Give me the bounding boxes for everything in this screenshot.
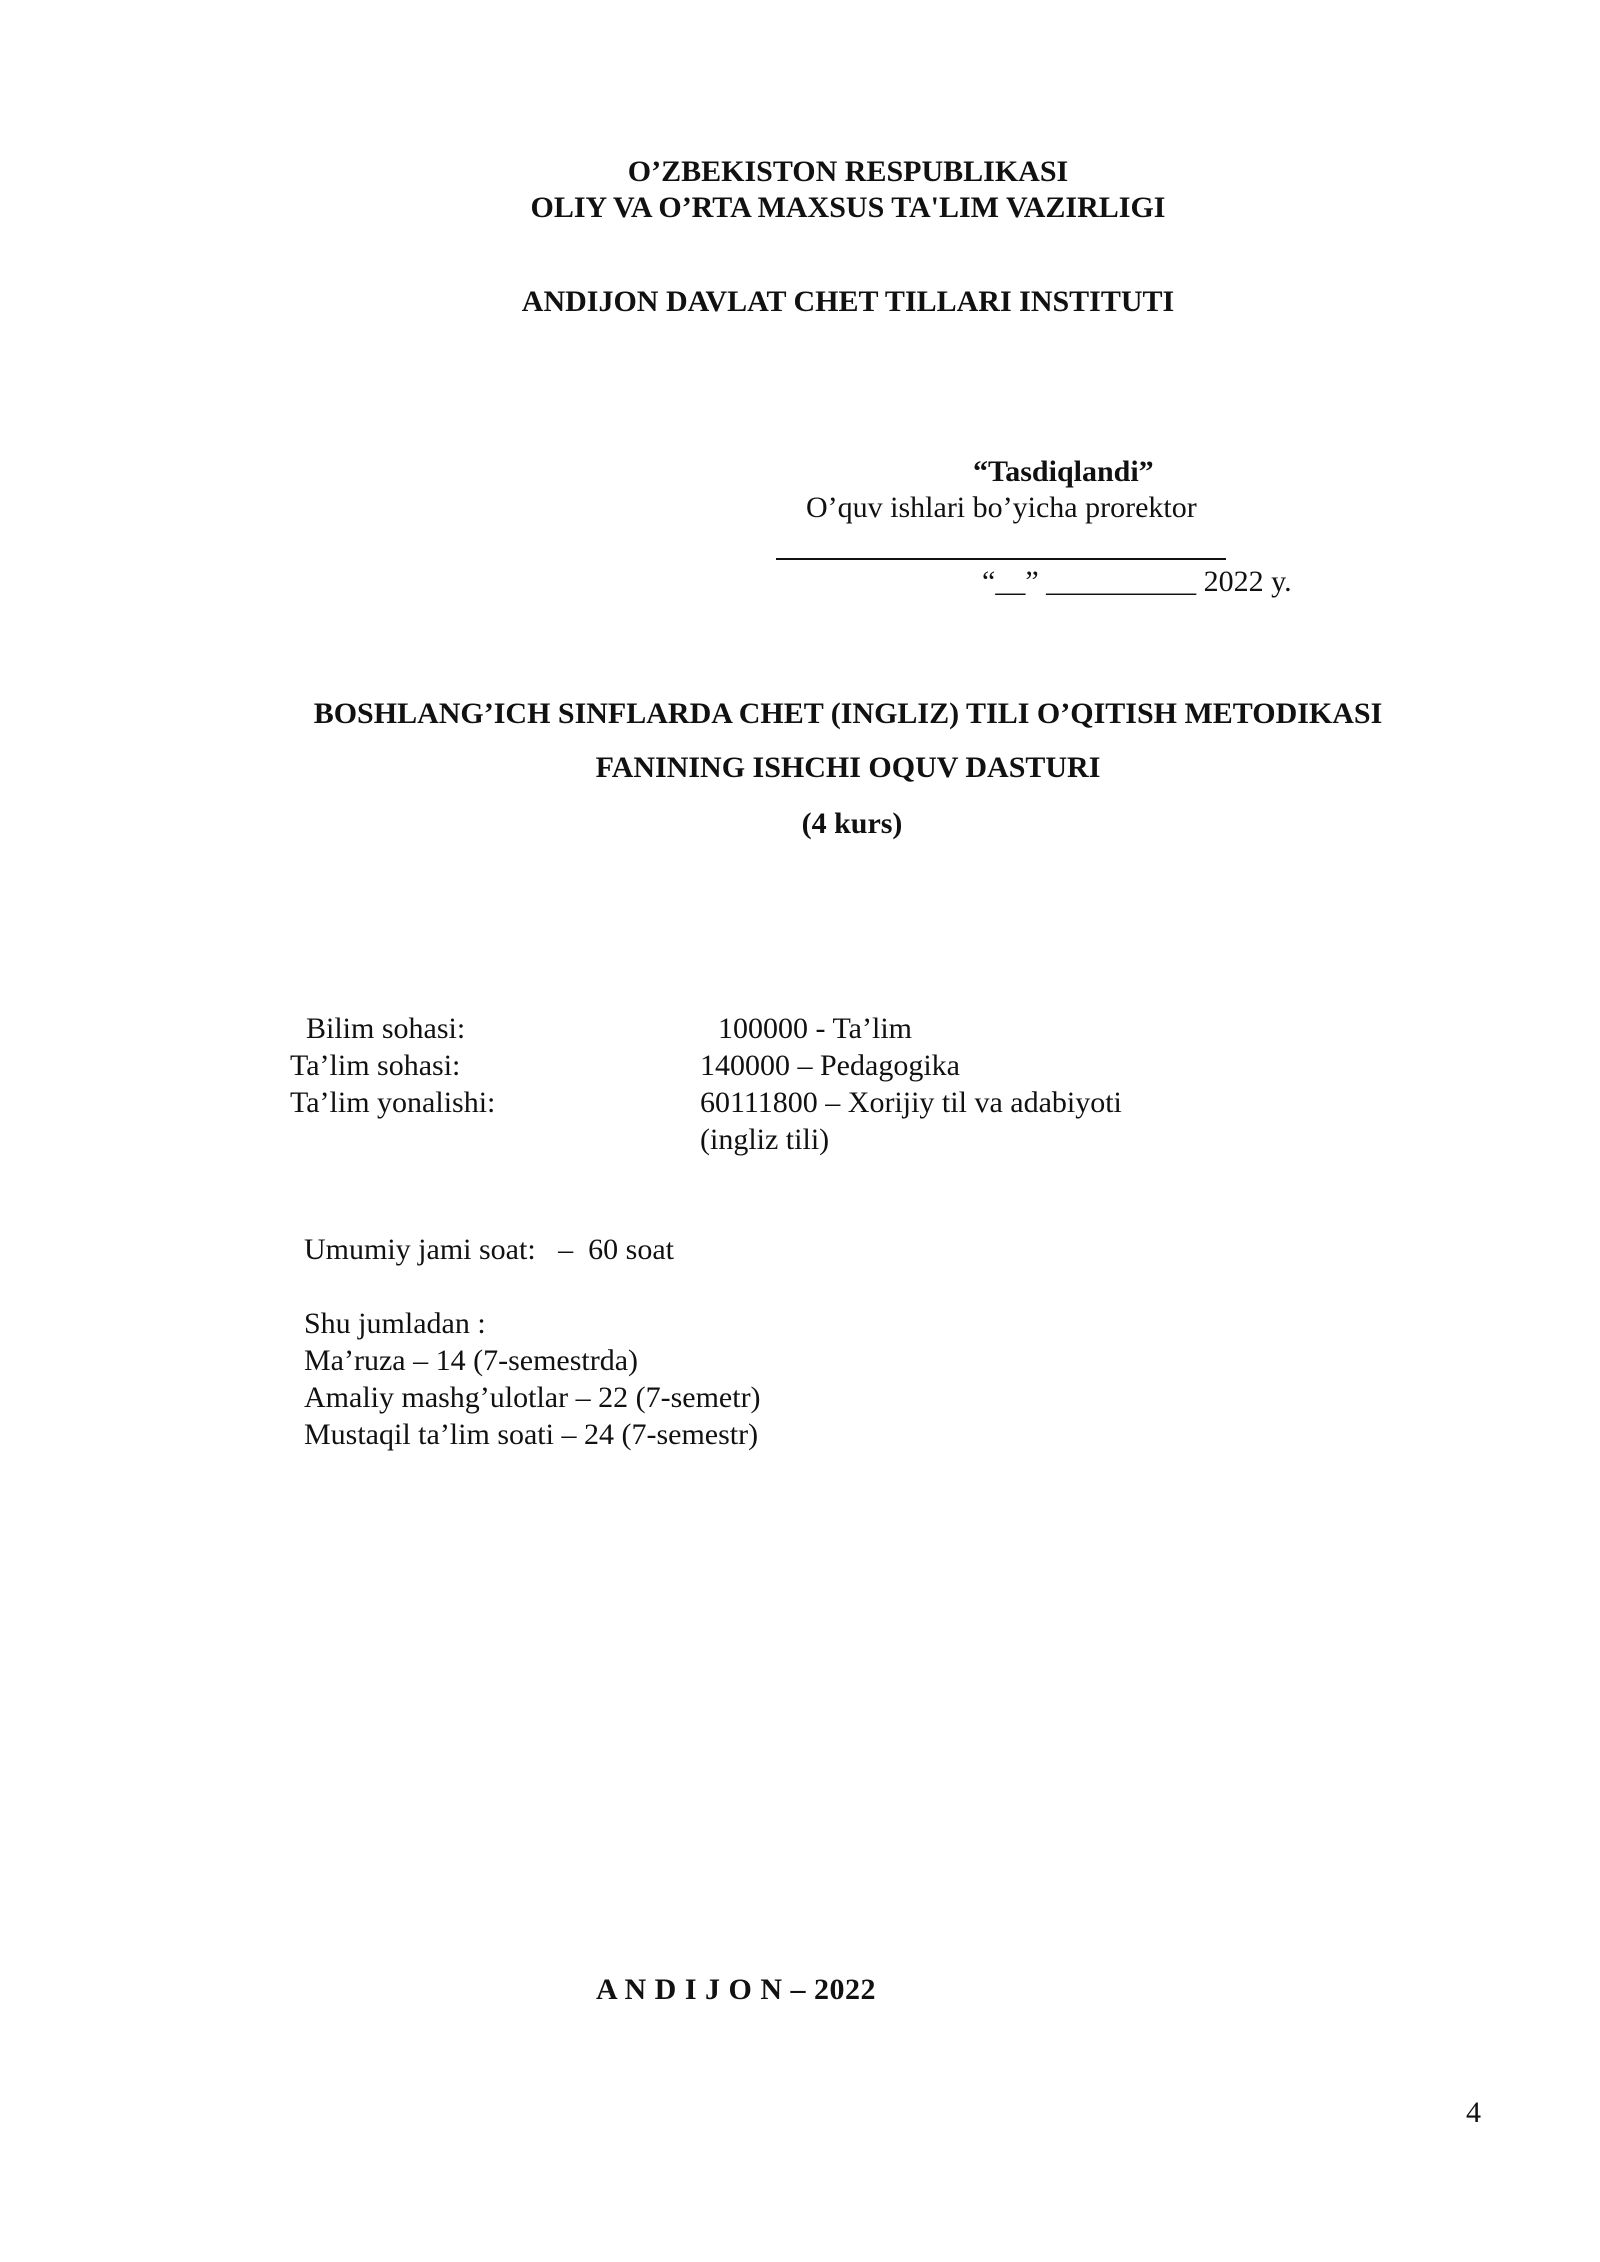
hours-independent: Mustaqil ta’lim soati – 24 (7-semestr) <box>304 1418 759 1451</box>
info-value-education-area: 140000 – Pedagogika <box>700 1049 960 1082</box>
info-label-education-direction: Ta’lim yonalishi: <box>290 1086 496 1119</box>
hours-practical: Amaliy mashg’ulotlar – 22 (7-semetr) <box>304 1381 761 1414</box>
info-label-knowledge-area: Bilim sohasi: <box>306 1012 466 1045</box>
course-title-line2: FANINING ISHCHI OQUV DASTURI <box>595 751 1101 784</box>
country-heading: O’ZBEKISTON RESPUBLIKASI <box>627 155 1069 188</box>
hours-total: Umumiy jami soat: – 60 soat <box>304 1233 674 1266</box>
hours-including: Shu jumladan : <box>304 1307 486 1340</box>
institute-heading: ANDIJON DAVLAT CHET TILLARI INSTITUTI <box>521 285 1175 318</box>
signature-line <box>776 530 1226 560</box>
info-label-education-area: Ta’lim sohasi: <box>290 1049 461 1082</box>
info-value-knowledge-area: 100000 - Ta’lim <box>718 1012 912 1045</box>
info-value-education-direction: 60111800 – Xorijiy til va adabiyoti <box>700 1086 1122 1119</box>
course-year: (4 kurs) <box>801 807 903 840</box>
info-value-continuation: (ingliz tili) <box>700 1123 830 1156</box>
page-number: 4 <box>1466 2096 1481 2129</box>
course-title-line1: BOSHLANG’ICH SINFLARDA CHET (INGLIZ) TILI O’QITISH METODIKASI <box>313 697 1383 730</box>
footer-city-year: A N D I J O N – 2022 <box>596 1973 877 2006</box>
approval-date: “__” __________ 2022 y. <box>982 565 1292 598</box>
approval-role: O’quv ishlari bo’yicha prorektor <box>806 491 1197 524</box>
approval-title: “Tasdiqlandi” <box>973 455 1154 488</box>
hours-lectures: Ma’ruza – 14 (7-semestrda) <box>304 1344 639 1377</box>
ministry-heading: OLIY VA O’RTA MAXSUS TA'LIM VAZIRLIGI <box>530 191 1166 224</box>
